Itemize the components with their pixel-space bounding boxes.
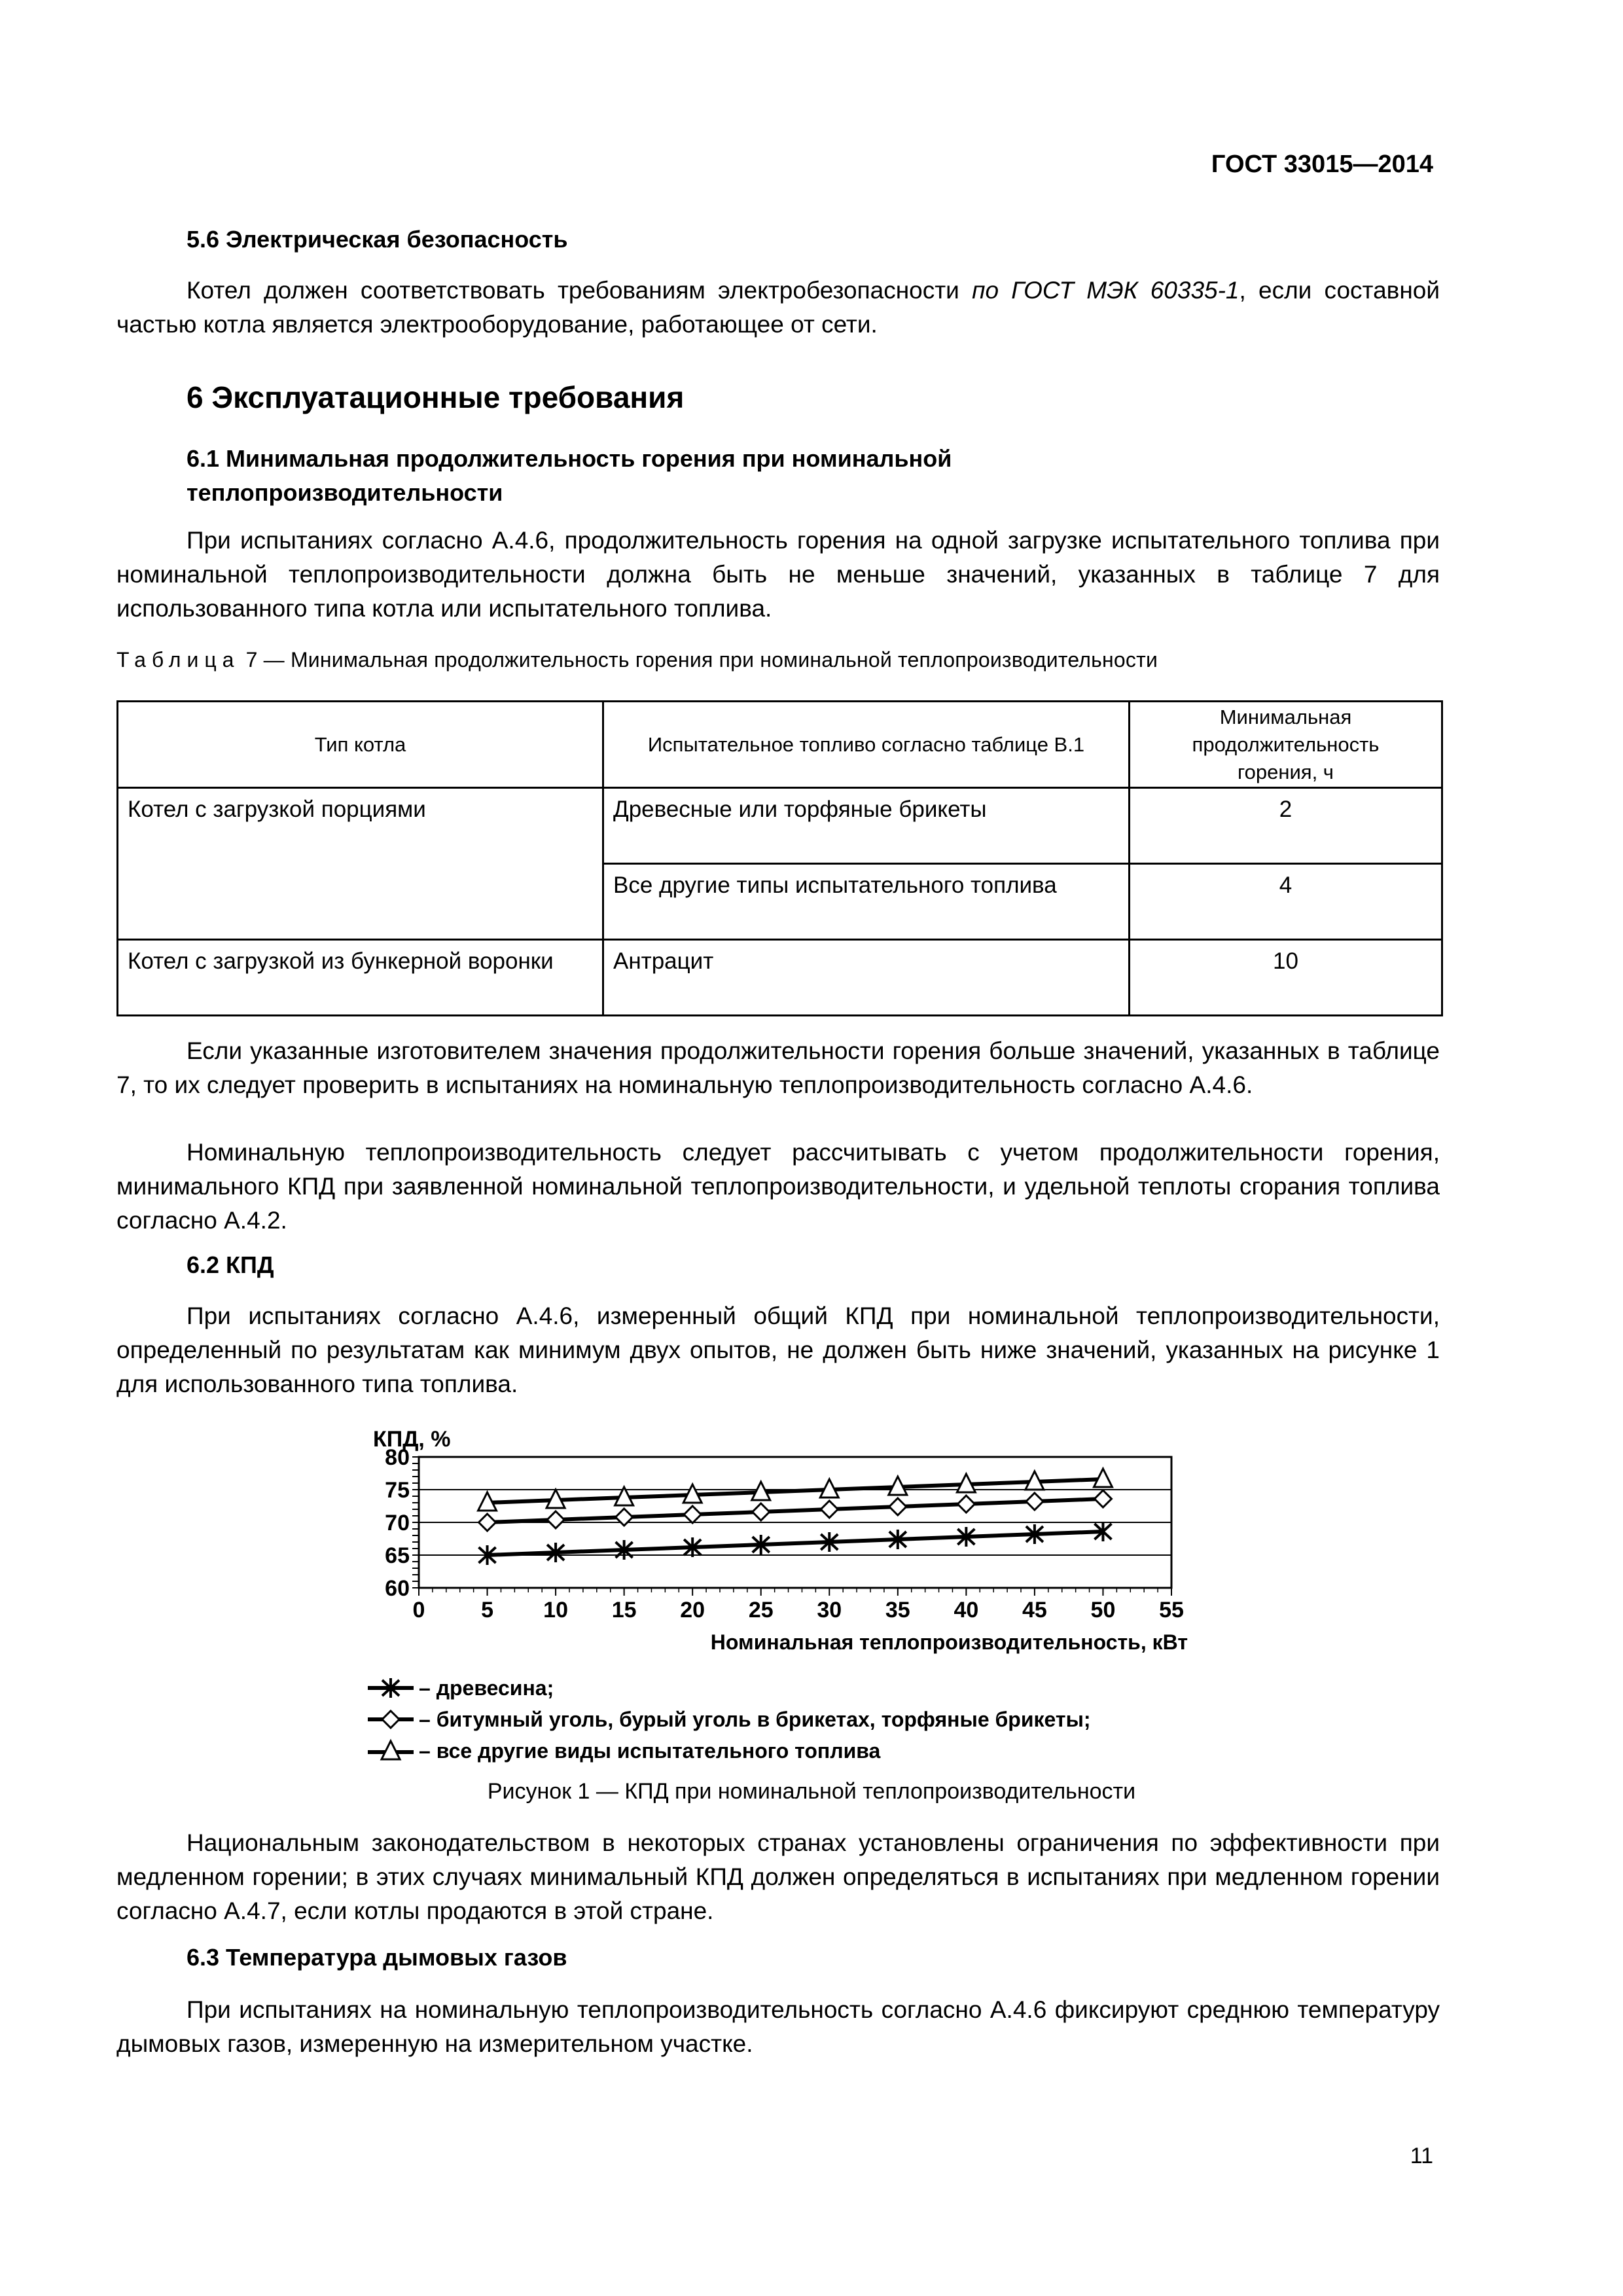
- x-axis-label: Номинальная теплопроизводительность, кВт: [710, 1630, 1188, 1654]
- gost-reference: по ГОСТ МЭК 60335-1: [972, 277, 1240, 304]
- section-5-6-title: 5.6 Электрическая безопасность: [187, 226, 568, 253]
- triangle-marker-icon: [366, 1738, 415, 1764]
- section-6-2-title: 6.2 КПД: [187, 1251, 274, 1278]
- table-7-caption: Таблица 7 — Минимальная продолжительность горения при номинальной теплопроизводительности: [116, 648, 1158, 672]
- data-point-diamond: [1094, 1490, 1111, 1507]
- cell-hours: 10: [1130, 940, 1442, 1016]
- data-point-diamond: [616, 1509, 633, 1526]
- y-tick-label: 80: [385, 1445, 410, 1470]
- data-point-diamond: [753, 1503, 770, 1520]
- section-6-1-title-line2: теплопроизводительности: [187, 479, 503, 506]
- page-number: 11: [1410, 2144, 1433, 2168]
- header-min-duration: Минимальная продолжительность горения, ч: [1130, 702, 1442, 788]
- figure-1-chart: [366, 1427, 1270, 1666]
- x-tick-label: 50: [1090, 1598, 1116, 1623]
- series-line-diamond: [488, 1499, 1103, 1522]
- header-boiler-type: Тип котла: [118, 702, 603, 788]
- section-5-6-paragraph: Котел должен соответствовать требованиям электробезопасности по ГОСТ МЭК 60335-1, если составной частью котла является электрооборудование, работающее от сети.: [116, 277, 1440, 338]
- x-tick-label: 10: [543, 1598, 569, 1623]
- efficiency-chart-svg: [366, 1427, 1270, 1662]
- x-tick-label: 45: [1022, 1598, 1047, 1623]
- data-point-diamond: [821, 1501, 838, 1518]
- section-6-1-paragraph-2: Если указанные изготовителем значения продолжительности горения больше значений, указанных в таблице 7, то их следует проверить в испытаниях на номинальную теплопроизводительность согласно А.4.6.: [116, 1037, 1440, 1098]
- cell-hours: 2: [1130, 788, 1442, 864]
- x-tick-label: 25: [748, 1598, 774, 1623]
- cell-hours: 4: [1130, 864, 1442, 940]
- legend-item-wood: – древесина;: [366, 1672, 1091, 1704]
- section-6-3-paragraph: При испытаниях на номинальную теплопроизводительность согласно А.4.6 фиксируют среднюю температуру дымовых газов, измеренную на измерительном участке.: [116, 1996, 1440, 2057]
- data-point-diamond: [889, 1498, 906, 1515]
- section-6-1-paragraph-3: Номинальную теплопроизводительность следует рассчитывать с учетом продолжительности горения, минимального КПД при заявленной номинальной теплопроизводительности, и удельной теплоты сгорания топлива согласно А.4.2.: [116, 1139, 1440, 1234]
- legend-item-other: – все другие виды испытательного топлива: [366, 1735, 1091, 1767]
- standard-header: ГОСТ 33015—2014: [1211, 151, 1433, 178]
- header-test-fuel: Испытательное топливо согласно таблице В.1: [603, 702, 1130, 788]
- y-tick-label: 70: [385, 1511, 410, 1535]
- y-axis-label: КПД, %: [373, 1427, 451, 1452]
- cell-fuel: Древесные или торфяные брикеты: [603, 788, 1130, 864]
- x-tick-label: 5: [481, 1598, 494, 1623]
- x-tick-label: 35: [885, 1598, 910, 1623]
- chart-legend: [366, 1672, 1091, 1767]
- x-tick-label: 0: [412, 1598, 425, 1623]
- x-tick-label: 55: [1159, 1598, 1184, 1623]
- cell-fuel: Все другие типы испытательного топлива: [603, 864, 1130, 940]
- asterisk-marker-icon: [366, 1675, 415, 1701]
- cell-boiler: Котел с загрузкой порциями: [118, 788, 603, 940]
- section-6-title: 6 Эксплуатационные требования: [187, 380, 685, 414]
- data-point-diamond: [957, 1496, 974, 1513]
- section-6-3-title: 6.3 Температура дымовых газов: [187, 1944, 567, 1971]
- section-6-2-paragraph-2: Национальным законодательством в некоторых странах установлены ограничения по эффективности при медленном горении; в этих случаях минимальный КПД должен определяться в испытаниях при медленном горении согласно А.4.7, если котлы продаются в этой стране.: [116, 1829, 1440, 1924]
- table-row: [118, 940, 1442, 1016]
- section-6-2-paragraph-1: При испытаниях согласно А.4.6, измеренный общий КПД при номинальной теплопроизводительности, определенный по результатам как минимум двух опытов, не должен быть ниже значений, указанных на рисунке 1 для использованного типа топлива.: [116, 1302, 1440, 1397]
- data-point-diamond: [479, 1514, 496, 1531]
- y-tick-label: 60: [385, 1576, 410, 1601]
- data-point-diamond: [547, 1511, 564, 1528]
- cell-fuel: Антрацит: [603, 940, 1130, 1016]
- diamond-marker-icon: [366, 1706, 415, 1732]
- x-tick-label: 30: [817, 1598, 842, 1623]
- table-header-row: [118, 702, 1442, 788]
- x-tick-label: 40: [954, 1598, 979, 1623]
- section-6-1-paragraph-1: При испытаниях согласно А.4.6, продолжительность горения на одной загрузке испытательного топлива при номинальной теплопроизводительности должна быть не меньше значений, указанных в таблице 7 для использованного типа котла или испытательного топлива.: [116, 527, 1440, 622]
- y-tick-label: 75: [385, 1478, 410, 1503]
- data-point-diamond: [1026, 1493, 1043, 1510]
- table-row: [118, 788, 1442, 864]
- series-line-asterisk: [488, 1532, 1103, 1555]
- x-tick-label: 15: [611, 1598, 637, 1623]
- series-line-triangle: [488, 1479, 1103, 1503]
- legend-item-coal: – битумный уголь, бурый уголь в брикетах, торфяные брикеты;: [366, 1704, 1091, 1735]
- section-6-1-title-line1: 6.1 Минимальная продолжительность горения при номинальной: [187, 445, 952, 472]
- table-7: [116, 700, 1443, 1016]
- x-tick-label: 20: [680, 1598, 705, 1623]
- figure-1-caption: Рисунок 1 — КПД при номинальной теплопроизводительности: [487, 1779, 1136, 1804]
- y-tick-label: 65: [385, 1543, 410, 1568]
- cell-boiler: Котел с загрузкой из бункерной воронки: [118, 940, 603, 1016]
- data-point-diamond: [684, 1506, 701, 1523]
